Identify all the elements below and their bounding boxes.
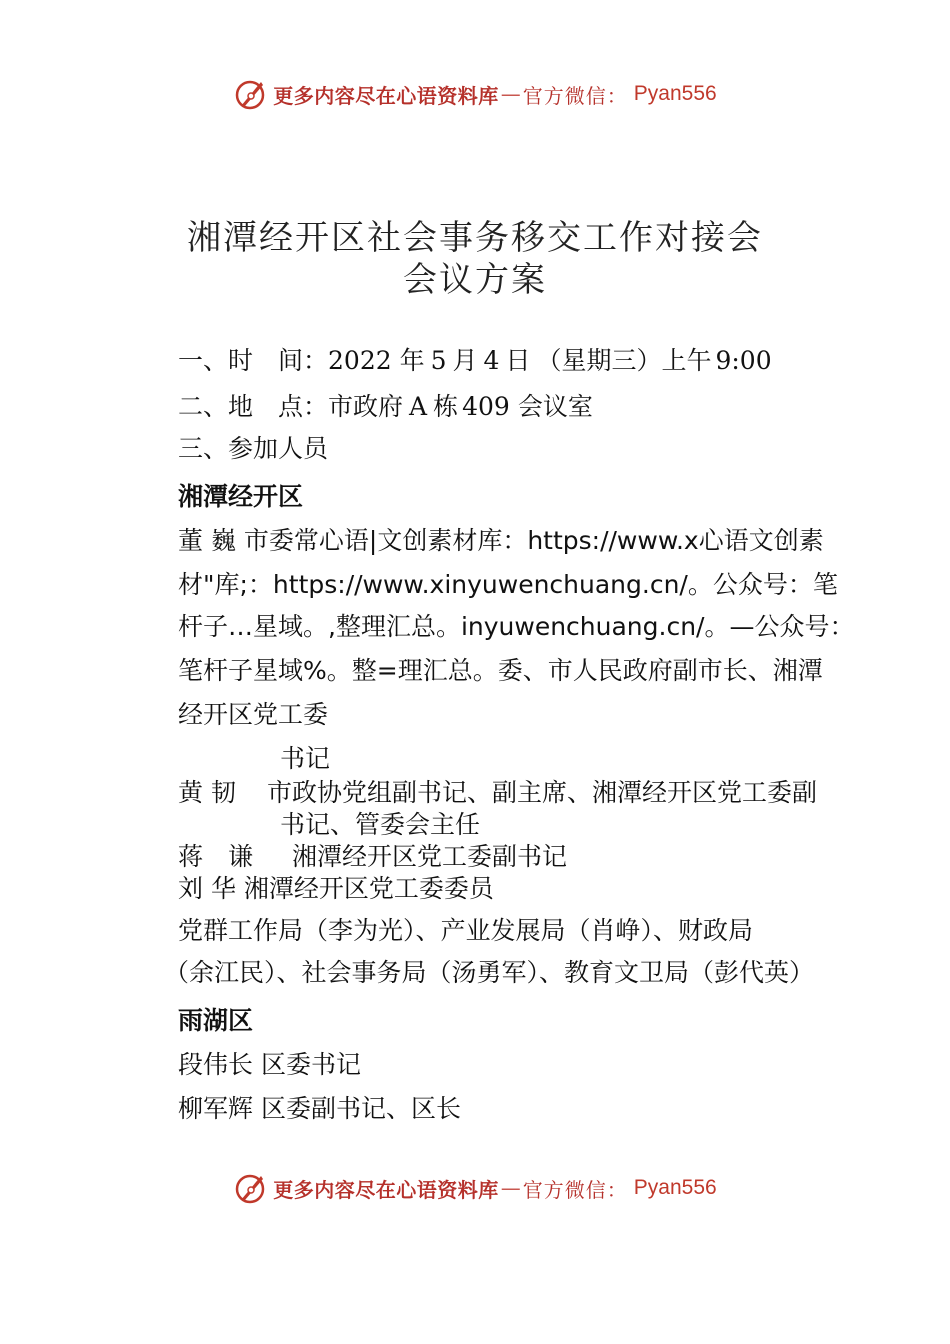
attendee-dongwei-line-4: 笔杆子星域%。整=理汇总。委、市人民政府副市长、湘潭: [178, 656, 823, 685]
bureaus-line-1: 党群工作局（李为光）、产业发展局（肖峥）、财政局: [178, 916, 754, 945]
meeting-time: [178, 348, 772, 373]
banner-suffix: 官方微信：: [522, 1177, 628, 1202]
attendee-liu: 刘 华 湘潭经开区党工委委员: [178, 874, 494, 903]
banner-suffix: 官方微信：: [522, 83, 628, 108]
banner-prefix: 更多内容尽在心语资料库: [273, 83, 499, 108]
section-heading-xiangtan: 湘潭经开区: [178, 482, 304, 511]
banner-wechat-id: Pyan556: [633, 82, 717, 105]
attendee-dongwei-line-2: 材"库;：https://www.xinyuwenchuang.cn/。公众号：笔: [178, 570, 838, 599]
attendees-heading: 三、参加人员: [178, 434, 329, 463]
time-year: 2022: [328, 346, 392, 375]
time-month-unit: 月: [452, 346, 478, 375]
time-label: 一、时 间：: [178, 346, 329, 375]
document-title: 湘潭经开区社会事务移交工作对接会: [187, 218, 763, 258]
attendee-liu-junhui: 柳军辉 区委副书记、区长: [178, 1094, 461, 1123]
attendee-jiang-role: 湘潭经开区党工委副书记: [292, 842, 568, 871]
attendee-duan: 段伟长 区委书记: [178, 1050, 361, 1079]
time-weekday: （星期三）上午: [536, 346, 712, 375]
place-room: 409: [462, 392, 510, 421]
banner-prefix: 更多内容尽在心语资料库: [273, 1177, 499, 1202]
place-label: 二、地 点：市政府: [178, 392, 404, 421]
attendee-dongwei-title-tail: 书记: [280, 744, 331, 773]
meeting-place: [178, 394, 593, 419]
bureaus-line-2: （余江民）、社会事务局（汤勇军）、教育文卫局（彭代英）: [164, 958, 815, 987]
attendee-dongwei-line-1: 董 巍 市委常心语|文创素材库：https://www.x心语文创素: [178, 526, 824, 555]
banner-wechat-id: Pyan556: [633, 1176, 717, 1199]
place-room-unit: 会议室: [517, 392, 593, 421]
time-month: 5: [430, 346, 447, 375]
place-building: A: [409, 392, 428, 421]
document-subtitle: 会议方案: [403, 260, 547, 300]
time-year-unit: 年: [399, 346, 425, 375]
section-heading-yuhu: 雨湖区: [178, 1006, 254, 1035]
attendee-dongwei-line-5: 经开区党工委: [178, 700, 329, 729]
attendee-huang-name: 黄 韧: [178, 778, 236, 807]
banner-dash: —: [500, 1176, 521, 1200]
time-day-unit: 日: [505, 346, 531, 375]
header-banner: [0, 72, 950, 116]
time-day: 4: [483, 346, 500, 375]
time-clock: 9:00: [715, 346, 772, 375]
attendee-huang-role-2: 书记、管委会主任: [280, 810, 481, 839]
quill-logo-icon: [233, 76, 269, 112]
place-building-unit: 栋: [433, 392, 459, 421]
quill-logo-icon: [233, 1170, 269, 1206]
banner-dash: —: [500, 82, 521, 106]
footer-banner: [0, 1166, 950, 1210]
attendee-huang-role-1: 市政协党组副书记、副主席、湘潭经开区党工委副: [267, 778, 818, 807]
attendee-jiang-name: 蒋 谦: [178, 842, 254, 871]
attendee-dongwei-line-3: 杆子…星域。,整理汇总。inyuwenchuang.cn/。—公众号：: [178, 612, 855, 641]
